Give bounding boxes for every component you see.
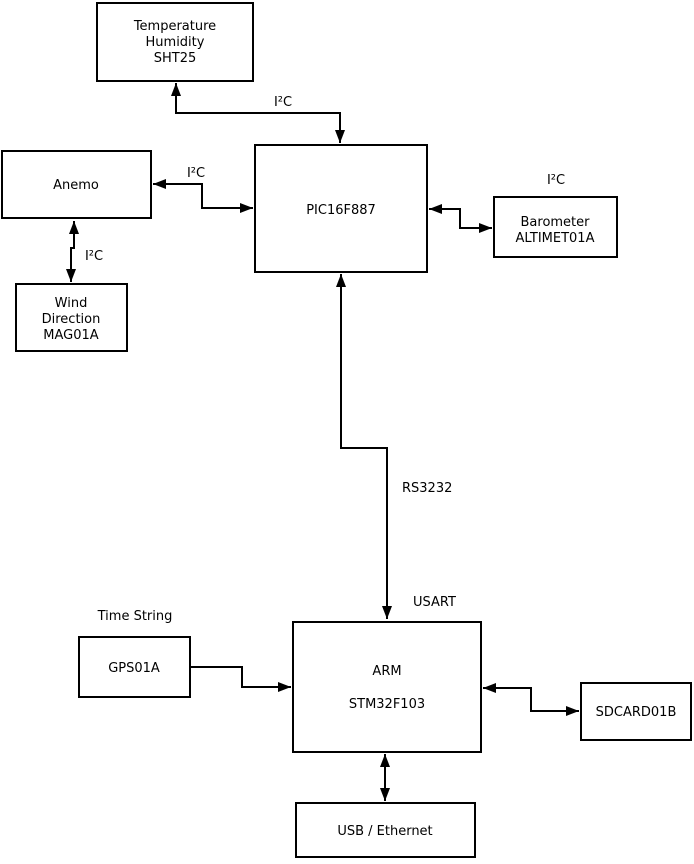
wind-direction-node-line2: Direction <box>41 312 101 327</box>
arm-node-box <box>293 622 481 752</box>
edge-label-i2c-barometer: I²C <box>546 173 566 188</box>
wind-direction-node-line3: MAG01A <box>43 328 99 343</box>
node-usb-ethernet <box>296 803 475 857</box>
temperature-node-line2: Humidity <box>145 35 205 50</box>
node-gps01a <box>79 637 190 697</box>
node-temperature-humidity-sht25 <box>97 3 253 81</box>
edge-pic-arm-rs3232 <box>341 274 387 619</box>
anemo-node-label: Anemo <box>53 178 99 193</box>
node-pic16f887 <box>255 145 427 272</box>
edge-anemo-wind-direction <box>71 221 74 282</box>
node-barometer-altimet01a <box>494 197 617 257</box>
temperature-node-line3: SHT25 <box>153 51 197 66</box>
wind-direction-node-line1: Wind <box>54 296 88 311</box>
node-wind-direction-mag01a <box>16 284 127 351</box>
temperature-node-line1: Temperature <box>133 19 217 34</box>
edge-arm-sdcard <box>483 688 579 711</box>
arm-node-line2: STM32F103 <box>348 697 426 712</box>
gps-node-label: GPS01A <box>108 661 160 676</box>
edge-label-time-string: Time String <box>97 609 173 624</box>
barometer-node-line2: ALTIMET01A <box>515 231 595 246</box>
node-arm-stm32f103 <box>293 622 481 752</box>
arm-node-line1: ARM <box>372 664 402 679</box>
edge-label-usart: USART <box>413 595 456 610</box>
edge-label-i2c-anemo: I²C <box>186 166 206 181</box>
node-sdcard01b <box>581 683 691 740</box>
edge-anemo-pic <box>153 184 253 208</box>
pic-node-label: PIC16F887 <box>306 203 376 218</box>
node-anemo <box>2 151 151 218</box>
usb-ethernet-node-label: USB / Ethernet <box>337 824 433 839</box>
edge-label-rs3232: RS3232 <box>402 481 453 496</box>
sdcard-node-label: SDCARD01B <box>595 705 677 720</box>
edge-label-i2c-temperature: I²C <box>273 95 293 110</box>
edge-gps-arm <box>190 667 291 687</box>
edge-temperature-pic <box>176 83 340 143</box>
edge-label-i2c-wind-direction: I²C <box>84 249 104 264</box>
barometer-node-line1: Barometer <box>520 215 590 230</box>
edge-pic-barometer <box>429 209 492 228</box>
